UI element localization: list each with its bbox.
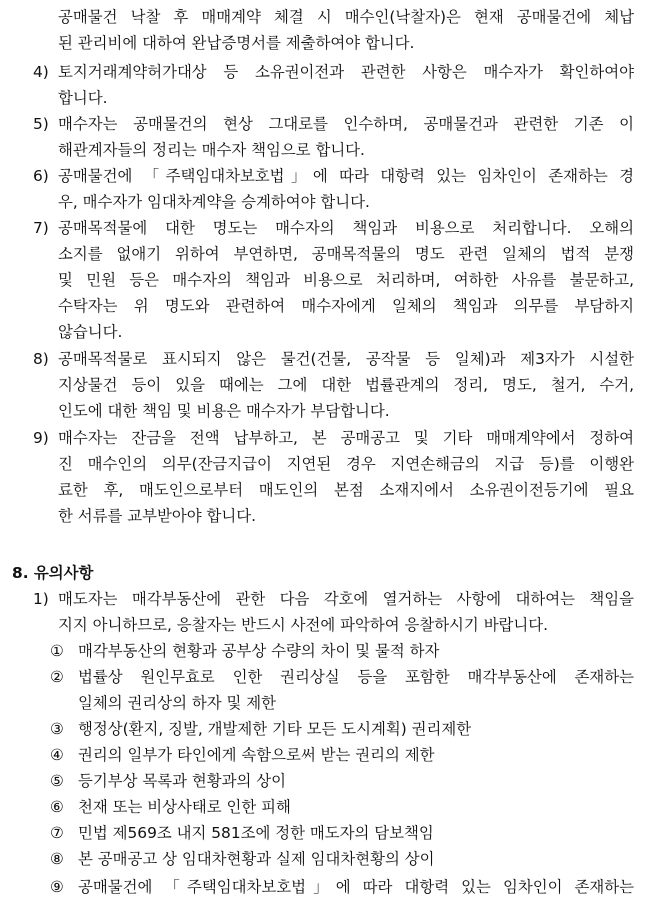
item-line: 않습니다.: [58, 323, 123, 341]
subitem-line: 일체의 권리상의 하자 및 제한: [78, 694, 276, 712]
item-line: 합니다.: [58, 89, 108, 107]
subitem-number: ⑥: [50, 798, 64, 816]
item-line: 인도에 대한 책임 및 비용은 매수자가 부담합니다.: [58, 402, 390, 420]
subitem-number: ②: [50, 668, 64, 686]
item-number: 4): [33, 63, 49, 81]
item-line: 진 매수인의 의무(잔금지급이 지연된 경우 지연손해금의 지급 등)를 이행완: [58, 455, 634, 473]
subitem-line: 본 공매공고 상 임대차현황과 실제 임대차현황의 상이: [78, 850, 435, 868]
item-line: 토지거래계약허가대상 등 소유권이전과 관련한 사항은 매수자가 확인하여야: [58, 63, 634, 81]
subitem-line: 민법 제569조 내지 581조에 정한 매도자의 담보책임: [78, 824, 434, 842]
item-line: 공매목적물에 대한 명도는 매수자의 책임과 비용으로 처리합니다. 오해의: [58, 219, 634, 237]
item-line: 공매물건에 「주택임대차보호법」에 따라 대항력 있는 임차인이 존재하는 경: [58, 167, 634, 185]
subitem-number: ⑦: [50, 824, 64, 842]
subitem-number: ⑨: [50, 878, 64, 896]
item-number: 7): [33, 219, 49, 237]
item-number: 8): [33, 350, 49, 368]
item-line: 매수자는 공매물건의 현상 그대로를 인수하며, 공매물건과 관련한 기존 이: [58, 115, 634, 133]
subitem-line: 행정상(환지, 징발, 개발제한 기타 모든 도시계획) 권리제한: [78, 720, 472, 738]
subitem-number: ③: [50, 720, 64, 738]
item-number: 6): [33, 167, 49, 185]
item-line: 해관계자들의 정리는 매수자 책임으로 합니다.: [58, 141, 365, 159]
subitem-number: ①: [50, 642, 64, 660]
item-line: 한 서류를 교부받아야 합니다.: [58, 507, 256, 525]
item-number: 5): [33, 115, 49, 133]
item-line: 수탁자는 위 명도와 관련하여 매수자에게 일체의 책임과 의무를 부담하지: [58, 297, 634, 315]
section-heading: 8. 유의사항: [12, 564, 94, 582]
item-line: 및 민원 등은 매수자의 책임과 비용으로 처리하며, 여하한 사유를 불문하고,: [58, 271, 634, 289]
item-number: 1): [33, 590, 49, 608]
item-line: 공매목적물로 표시되지 않은 물건(건물, 공작물 등 일체)과 제3자가 시설한: [58, 350, 634, 368]
intro-line: 된 관리비에 대하여 완납증명서를 제출하여야 합니다.: [58, 34, 415, 52]
item-line: 지상물건 등이 있을 때에는 그에 대한 법률관계의 정리, 명도, 철거, 수거,: [58, 376, 634, 394]
item-line: 소지를 없애기 위하여 부연하면, 공매목적물의 명도 관련 일체의 법적 분쟁: [58, 245, 634, 263]
subitem-line: 매각부동산의 현황과 공부상 수량의 차이 및 물적 하자: [78, 642, 440, 660]
item-line: 우, 매수자가 임대차계약을 승계하여야 합니다.: [58, 193, 370, 211]
intro-line: 공매물건 낙찰 후 매매계약 체결 시 매수인(낙찰자)은 현재 공매물건에 체납: [58, 8, 634, 26]
subitem-line: 천재 또는 비상사태로 인한 피해: [78, 798, 291, 816]
item-line: 매수자는 잔금을 전액 납부하고, 본 공매공고 및 기타 매매계약에서 정하여: [58, 429, 634, 447]
subitem-line: 공매물건에 「주택임대차보호법」에 따라 대항력 있는 임차인이 존재하는: [78, 878, 634, 896]
subitem-number: ⑤: [50, 772, 64, 790]
item-number: 9): [33, 429, 49, 447]
subitem-line: 권리의 일부가 타인에게 속함으로써 받는 권리의 제한: [78, 746, 435, 764]
subitem-line: 등기부상 목록과 현황과의 상이: [78, 772, 286, 790]
item-line: 료한 후, 매도인으로부터 매도인의 본점 소재지에서 소유권이전등기에 필요: [58, 481, 634, 499]
subitem-line: 법률상 원인무효로 인한 권리상실 등을 포함한 매각부동산에 존재하는: [78, 668, 634, 686]
item-line: 매도자는 매각부동산에 관한 다음 각호에 열거하는 사항에 대하여는 책임을: [58, 590, 634, 608]
item-line: 지지 아니하므로, 응찰자는 반드시 사전에 파악하여 응찰하시기 바랍니다.: [58, 616, 549, 634]
subitem-number: ⑧: [50, 850, 64, 868]
subitem-number: ④: [50, 746, 64, 764]
